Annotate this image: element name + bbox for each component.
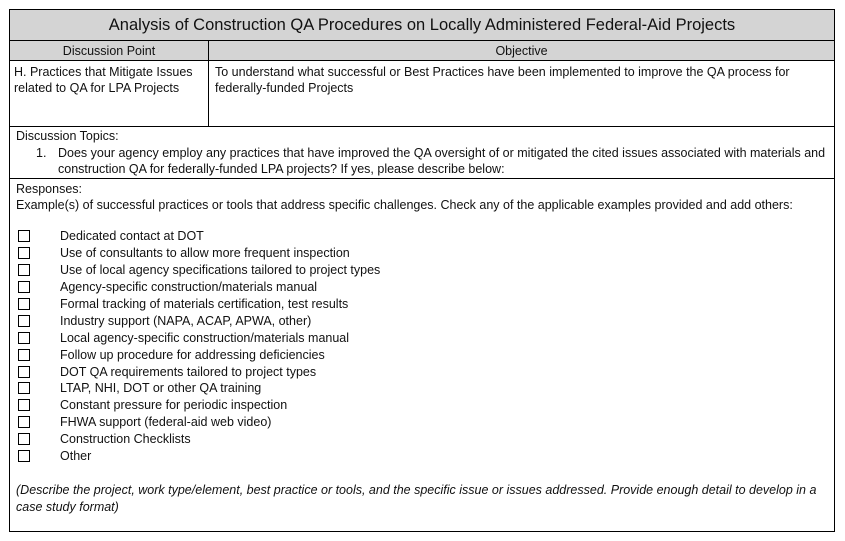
- checkbox[interactable]: [18, 433, 30, 445]
- checkbox[interactable]: [18, 298, 30, 310]
- topic-number: 1.: [36, 145, 47, 160]
- objective-header: Objective: [495, 43, 548, 58]
- qa-form-table: [9, 9, 835, 532]
- checklist-item: [16, 448, 828, 465]
- topics-list: [16, 145, 828, 178]
- checklist-item-label: Dedicated contact at DOT: [60, 229, 204, 244]
- checklist-item-label: Constant pressure for periodic inspection: [60, 398, 288, 413]
- checklist-item: [16, 363, 828, 380]
- checklist-item: [16, 397, 828, 414]
- checklist-item: [16, 346, 828, 363]
- checklist-item: [16, 245, 828, 262]
- checklist-item-label: FHWA support (federal-aid web video): [60, 415, 272, 430]
- checkbox[interactable]: [18, 366, 30, 378]
- checklist-item: [16, 296, 828, 313]
- checklist-item-label: Other: [60, 449, 92, 464]
- checkbox[interactable]: [18, 416, 30, 428]
- discussion-point-header: Discussion Point: [10, 41, 209, 60]
- checklist-item-label: Formal tracking of materials certification, test results: [60, 297, 349, 311]
- checkbox[interactable]: [18, 315, 30, 327]
- checklist-item: [16, 380, 828, 397]
- checklist-item-label: Local agency-specific construction/materials manual: [60, 330, 350, 345]
- checklist-item: [16, 262, 828, 279]
- checklist-item-label: Follow up procedure for addressing deficiencies: [60, 347, 325, 362]
- checkbox[interactable]: [18, 450, 30, 462]
- checklist-item-label: Use of local agency specifications tailored to project types: [60, 263, 381, 278]
- checkbox[interactable]: [18, 349, 30, 361]
- checklist-item-label: Use of consultants to allow more frequent inspection: [60, 246, 350, 261]
- topic-text: Does your agency employ any practices that have improved the QA oversight of or mitigated the cited issues associated with materials and construction QA for federally-funded LPA projects? If yes, please describe below:: [58, 145, 826, 176]
- discussion-point-label: H. Practices that Mitigate Issues related to QA for LPA Projects: [10, 61, 209, 126]
- checkbox[interactable]: [18, 399, 30, 411]
- checklist-item-label: Agency-specific construction/materials manual: [60, 280, 318, 295]
- discussion-topics: [10, 127, 834, 179]
- checklist-item: [16, 329, 828, 346]
- topic-item: [16, 145, 828, 178]
- checkbox[interactable]: [18, 264, 30, 276]
- checklist-item: [16, 279, 828, 296]
- checklist-item-label: Construction Checklists: [60, 432, 191, 447]
- checklist-item-label: LTAP, NHI, DOT or other QA training: [60, 381, 262, 396]
- practice-checklist: [16, 228, 828, 464]
- checkbox[interactable]: [18, 230, 30, 242]
- checklist-item: [16, 228, 828, 245]
- objective-text: To understand what successful or Best Practices have been implemented to improve the QA process for federally-funded Projects: [215, 65, 790, 95]
- checklist-item-label: DOT QA requirements tailored to project types: [60, 364, 317, 379]
- responses-note: (Describe the project, work type/element, best practice or tools, and the specific issue or issues addressed. Provide enough detail to develop in a case study format): [16, 483, 817, 515]
- checkbox[interactable]: [18, 281, 30, 293]
- discussion-point-row: [10, 61, 834, 127]
- checkbox[interactable]: [18, 247, 30, 259]
- header-row: [10, 41, 834, 61]
- checkbox[interactable]: [18, 382, 30, 394]
- checklist-item: [16, 312, 828, 329]
- form-title: Analysis of Construction QA Procedures on Locally Administered Federal-Aid Projects: [10, 10, 834, 41]
- checklist-item: [16, 414, 828, 431]
- topics-heading: Discussion Topics:: [16, 129, 119, 143]
- responses-heading: Responses:: [16, 182, 83, 196]
- checklist-item-label: Industry support (NAPA, ACAP, APWA, other): [60, 313, 312, 328]
- responses-section: [10, 179, 834, 518]
- responses-intro: Example(s) of successful practices or tools that address specific challenges. Check any of the applicable examples provided and add others:: [16, 198, 793, 212]
- checkbox[interactable]: [18, 332, 30, 344]
- checklist-item: [16, 431, 828, 448]
